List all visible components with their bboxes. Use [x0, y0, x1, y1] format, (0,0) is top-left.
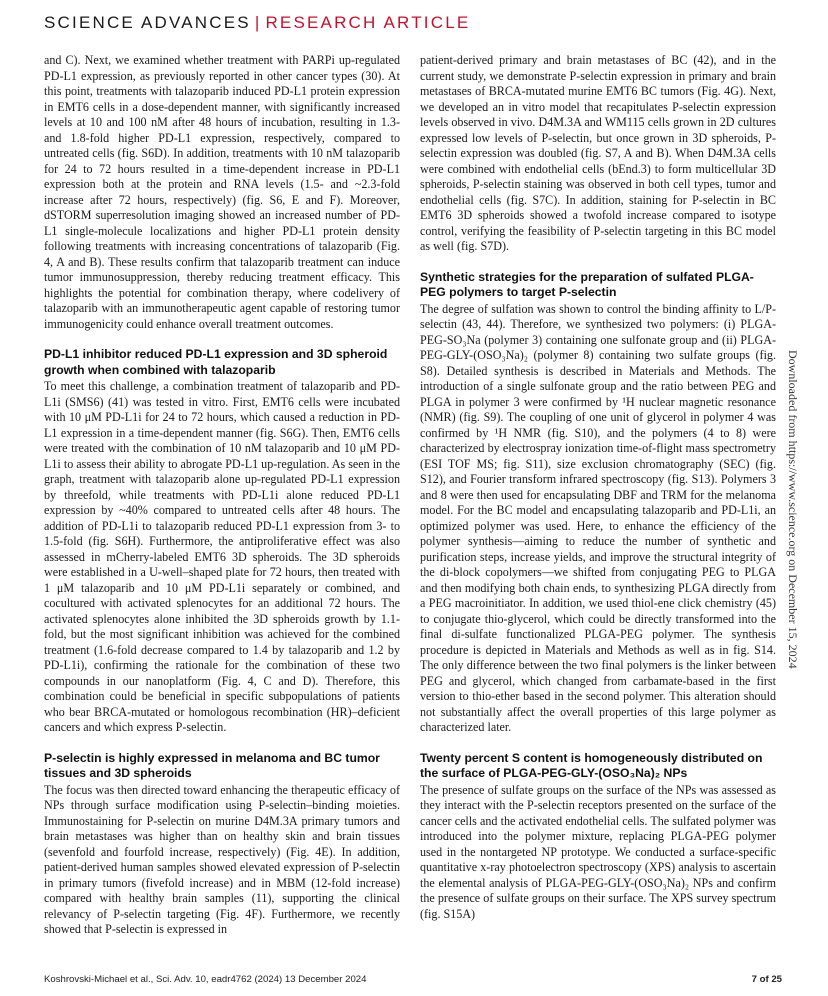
right-paragraph-3: The presence of sulfate groups on the surface of the NPs was assessed as they interact with the P-selectin receptors presented on the surface of the cancer cells and the activated endothelial cells. The sulfated polymer was introduced into the polymer mixture, replacing PLGA-PEG polymer used in the nontargeted NP prototype. We conducted a surface-specific quantitative x-ray photoelectron spectroscopy (XPS) analysis to ascertain the elemental analysis of PLGA-PEG-GLY-(OSO₃Na)₂ NPs and confirm the presence of sulfate groups on their surface. The XPS survey spectrum (fig. S15A): [420, 782, 776, 921]
page-footer: [44, 974, 782, 985]
right-paragraph-1: patient-derived primary and brain metastases of BC (42), and in the current study, we demonstrate P-selectin expression in primary and brain metastases of BRCA-mutated murine EMT6 BC tumors (Fig. 4G). Next, we developed an in vitro model that recapitulates P-selectin expression levels observed in vivo. D4M.3A and WM115 cells grown in 2D cultures expressed low levels of P-selectin, but once grown in 3D spheroids, P-selectin expression was doubled (fig. S7, A and B). When D4M.3A cells were combined with endothelial cells (bEnd.3) to form multicellular 3D spheroids, P-selectin staining was observed in both cell types, tumor and endothelial cells (fig. S7C). In addition, staining for P-selectin in BC EMT6 3D spheroids showed a twofold increase compared to isotype control, verifying the feasibility of P-selectin targeting in this BC model as well (fig. S7D).: [420, 53, 776, 253]
download-notice: [786, 350, 804, 830]
section-heading-sulfur: Twenty percent S content is homogeneously distributed on the surface of PLGA-PEG-GLY-(OSO₃Na)₂ NPs: [420, 750, 763, 780]
footer-citation: Koshrovski-Michael et al., Sci. Adv. 10, eadr4762 (2024) 13 December 2024: [44, 974, 367, 985]
page-number: 7 of 25: [751, 974, 782, 985]
left-paragraph-1: and C). Next, we examined whether treatment with PARPi up-regulated PD-L1 expression, as previously reported in other cancer types (30). At this point, treatments with talazoparib induced PD-L1 protein expression in EMT6 cells in a dose-dependent manner, with significantly increased levels at 10 and 100 nM after 48 hours of incubation, resulting in 1.3- and 1.8-fold higher PD-L1 expression, respectively, compared to untreated cells (fig. S6D). In addition, treatments with 10 nM talazoparib for 24 to 72 hours resulted in a time-dependent increase in PD-L1 expression both at the protein and RNA levels (1.5- and ~2.3-fold increase after 72 hours, respectively) (fig. S6, E and F). Moreover, dSTORM superresolution imaging showed an increased number of PD-L1 single-molecule localizations and higher PD-L1 protein density following treatments with increasing concentrations of talazoparib (Fig. 4, A and B). These results confirm that talazoparib treatment can induce tumor immunosuppression, thereby reducing treatment efficacy. This highlights the potential for combination therapy, where codelivery of talazoparib with an immunotherapeutic agent capable of restoring tumor immunogenicity could enhance overall treatment outcomes.: [44, 53, 400, 331]
header-separator: |: [254, 13, 262, 32]
download-notice-text: Downloaded from https://www.science.org on December 15, 2024: [786, 350, 800, 669]
right-column: [420, 53, 776, 922]
journal-name: SCIENCE ADVANCES: [44, 13, 251, 32]
left-paragraph-3: The focus was then directed toward enhancing the therapeutic efficacy of NPs through surface modification using P-selectin–binding moieties. Immunostaining for P-selectin on murine D4M.3A primary tumors and brain metastases was higher than on healthy skin and brain tissues (sevenfold and fourfold increase, respectively) (Fig. 4E). In addition, patient-derived human samples showed elevated expression of P-selectin in primary tumors (fivefold increase) and in MBM (12-fold increase) compared with healthy brain samples (11), supporting the clinical relevancy of P-selectin targeting (Fig. 4F). Furthermore, we recently showed that P-selectin is expressed in: [44, 782, 400, 936]
section-label: RESEARCH ARTICLE: [265, 13, 471, 32]
section-heading-pdl1: PD-L1 inhibitor reduced PD-L1 expression and 3D spheroid growth when combined with talazoparib: [44, 347, 388, 377]
section-heading-pselectin: P-selectin is highly expressed in melanoma and BC tumor tissues and 3D spheroids: [44, 750, 380, 780]
journal-header: [44, 13, 470, 33]
section-heading-synthesis: Synthetic strategies for the preparation of sulfated PLGA-PEG polymers to target P-selectin: [420, 269, 754, 299]
right-paragraph-2: The degree of sulfation was shown to control the binding affinity to L/P-selectin (43, 44). Therefore, we synthesized two polymers: (i) PLGA-PEG-SO₃Na (polymer 3) containing one sulfonate group and (ii) PLGA-PEG-GLY-(OSO₃Na)₂ (polymer 8) containing two sulfate groups (fig. S8). Detailed synthesis is described in Materials and Methods. The introduction of a single sulfonate group and the ratio between PEG and PLGA in polymer 3 were confirmed by ¹H nuclear magnetic resonance (NMR) (fig. S9). The coupling of one unit of glycerol in polymer 4 was confirmed by ¹H NMR (fig. S10), and the polymers (4 to 8) were characterized by electrospray ionization time-of-flight mass spectrometry (ESI TOF MS; fig. S11), size exclusion chromatography (SEC) (fig. S12), and Fourier transform infrared spectroscopy (fig. S13). Polymers 3 and 8 were then used for encapsulating DBF and TRM for the melanoma model. For the BC model and encapsulating talazoparib and PD-L1i, an optimized polymer was used. Here, to enhance the efficiency of the polymer synthesis—aiming to reduce the number of synthetic and purification steps, increase yields, and improve the structural integrity of the di-block copolymers—we shifted from conjugating PEG to PLGA and then modifying both chain ends, to synthesizing PLGA directly from a PEG macroinitiator. In addition, we used thiol-ene click chemistry (45) to conjugate thio-glycerol, which could be directly transformed into the final di-sulfate functionalized PLGA-PEG polymer. The synthesis procedure is depicted in Materials and Methods as well as in fig. S14. The only difference between the two final polymers is the linker between PEG and glycerol, which changed from carbamate-based in the first version to thio-ether based in the second polymer. This alteration should not substantially affect the overall properties of this large polymer as characterized later.: [420, 301, 776, 734]
left-column: [44, 53, 400, 938]
left-paragraph-2: To meet this challenge, a combination treatment of talazoparib and PD-L1i (SMS6) (41) was tested in vitro. First, EMT6 cells were incubated with 10 μM PD-L1i for 24 to 72 hours, which caused a reduction in PD-L1 expression in a time-dependent manner (fig. S6G). Then, EMT6 cells were treated with the combination of 10 nM talazoparib and 10 μM PD-L1i to assess their ability to abrogate PD-L1 up-regulation. As seen in the graph, treatment with talazoparib alone up-regulated PD-L1 expression by threefold, while treatments with PD-L1i alone reduced PD-L1 expression by ~40% compared to untreated cells after 48 hours. The addition of PD-L1i to talazoparib reduced PD-L1 expression from 3- to 1.5-fold (fig. S6H). Furthermore, the antiproliferative effect was also assessed in mCherry-labeled EMT6 3D spheroids. The 3D spheroids were established in a U-well–shaped plate for 72 hours, then treated with 1 μM talazoparib and 10 μM PD-L1i separately or combined, and cocultured with activated splenocytes for an additional 72 hours. The activated splenocytes alone inhibited the 3D spheroids growth by 1.1-fold, but the most significant inhibition was achieved for the combined treatment (1.6-fold decrease compared to 1.4 by talazoparib and 1.2 by PD-L1i), confirming the rationale for the combination of these two compounds in our nanoplatform (Fig. 4, C and D). Therefore, this combination could be beneficial in specific subpopulations of patients who bear BRCA-mutated or homologous recombination (HR)–deficient cancers and which express P-selectin.: [44, 379, 400, 734]
